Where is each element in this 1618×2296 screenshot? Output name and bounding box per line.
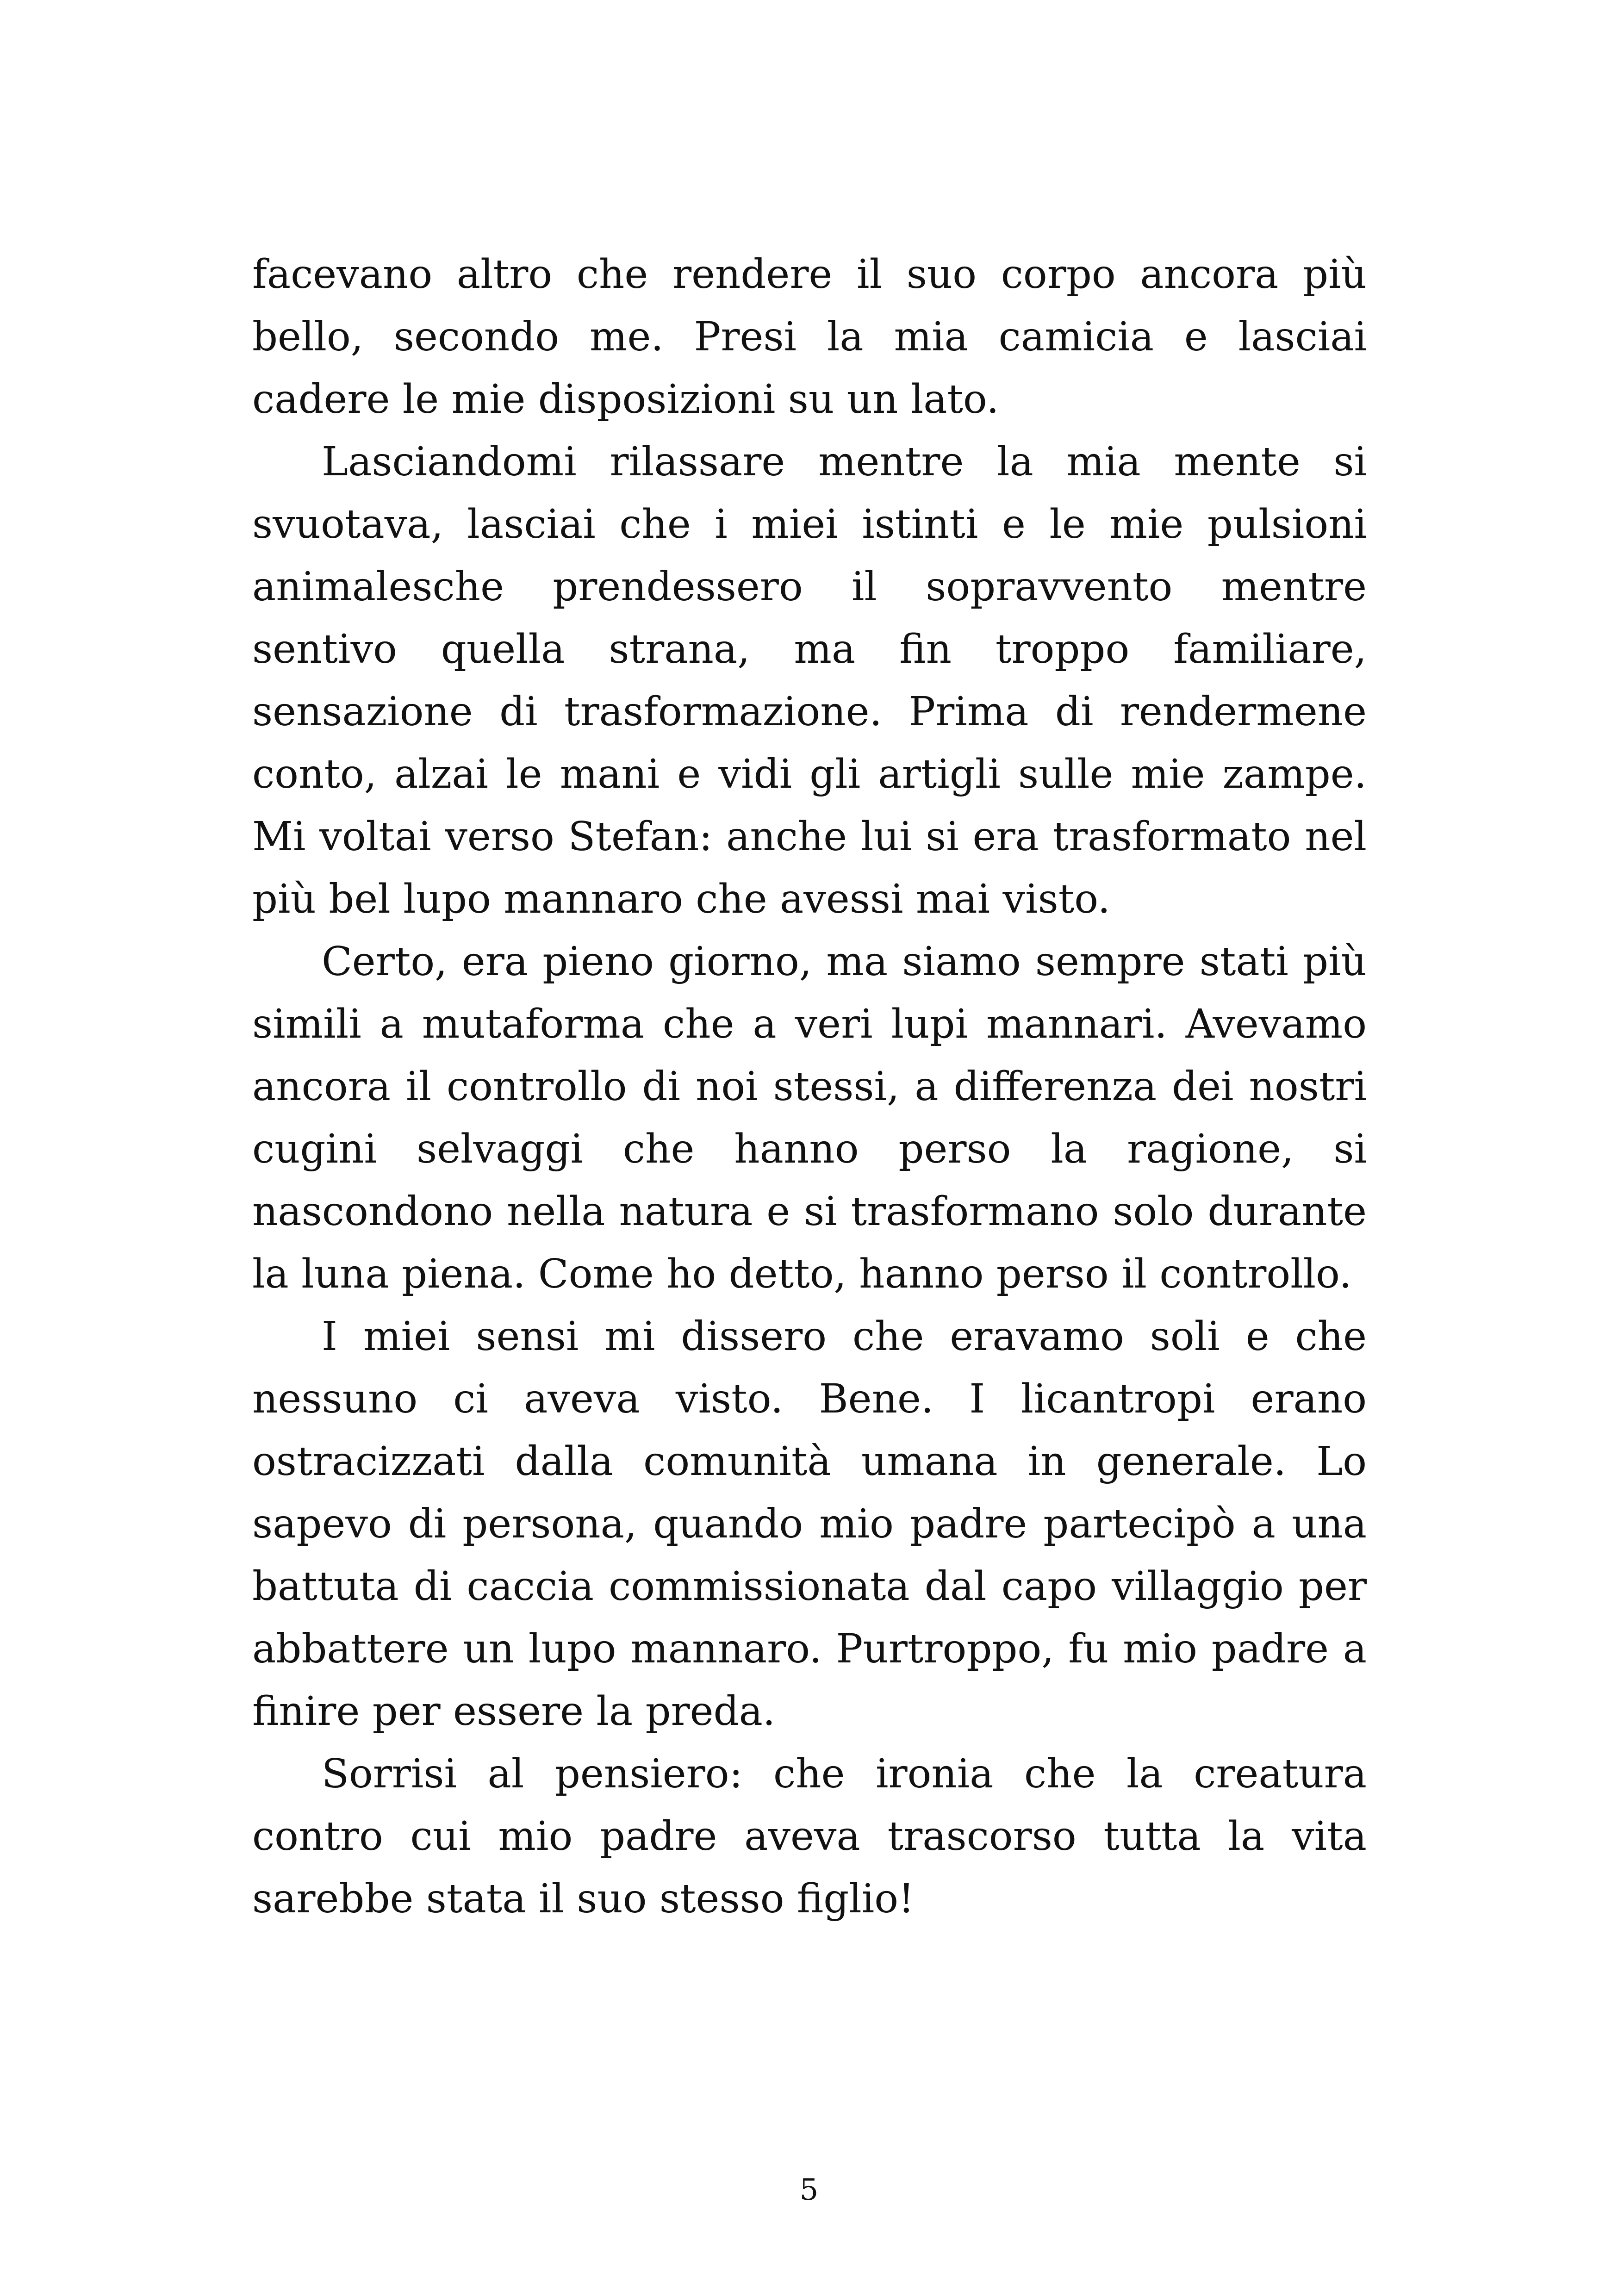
paragraph-4: I miei sensi mi dissero che eravamo soli e che nessuno ci aveva visto. Bene. I licantropi erano ostracizzati dalla comunità umana in generale. Lo sapevo di persona, quando mio padre partecipò a una battuta di caccia commissionata dal capo villaggio per abbattere un lupo mannaro. Purtroppo, fu mio padre a finire per essere la preda. bbox=[252, 1313, 1367, 1735]
body-text bbox=[252, 243, 1367, 1930]
page-number: 5 bbox=[799, 2173, 819, 2207]
paragraph-1: facevano altro che rendere il suo corpo ancora più bello, secondo me. Presi la mia camicia e lasciai cadere le mie disposizioni su un lato. bbox=[252, 251, 1367, 423]
paragraph-5: Sorrisi al pensiero: che ironia che la creatura contro cui mio padre aveva trascorso tutta la vita sarebbe stata il suo stesso figlio! bbox=[252, 1751, 1367, 1922]
paragraph-3: Certo, era pieno giorno, ma siamo sempre stati più simili a mutaforma che a veri lupi mannari. Avevamo ancora il controllo di noi stessi, a differenza dei nostri cugini selvaggi che hanno perso la ragione, si nascondono nella natura e si trasformano solo durante la luna piena. Come ho detto, hanno perso il controllo. bbox=[252, 939, 1367, 1297]
paragraph-2: Lasciandomi rilassare mentre la mia mente si svuotava, lasciai che i miei istinti e le mie pulsioni animalesche prendessero il sopravvento mentre sentivo quella strana, ma fin troppo familiare, sensazione di trasformazione. Prima di rendermene conto, alzai le mani e vidi gli artigli sulle mie zampe. Mi voltai verso Stefan: anche lui si era trasformato nel più bel lupo mannaro che avessi mai visto. bbox=[252, 439, 1367, 922]
